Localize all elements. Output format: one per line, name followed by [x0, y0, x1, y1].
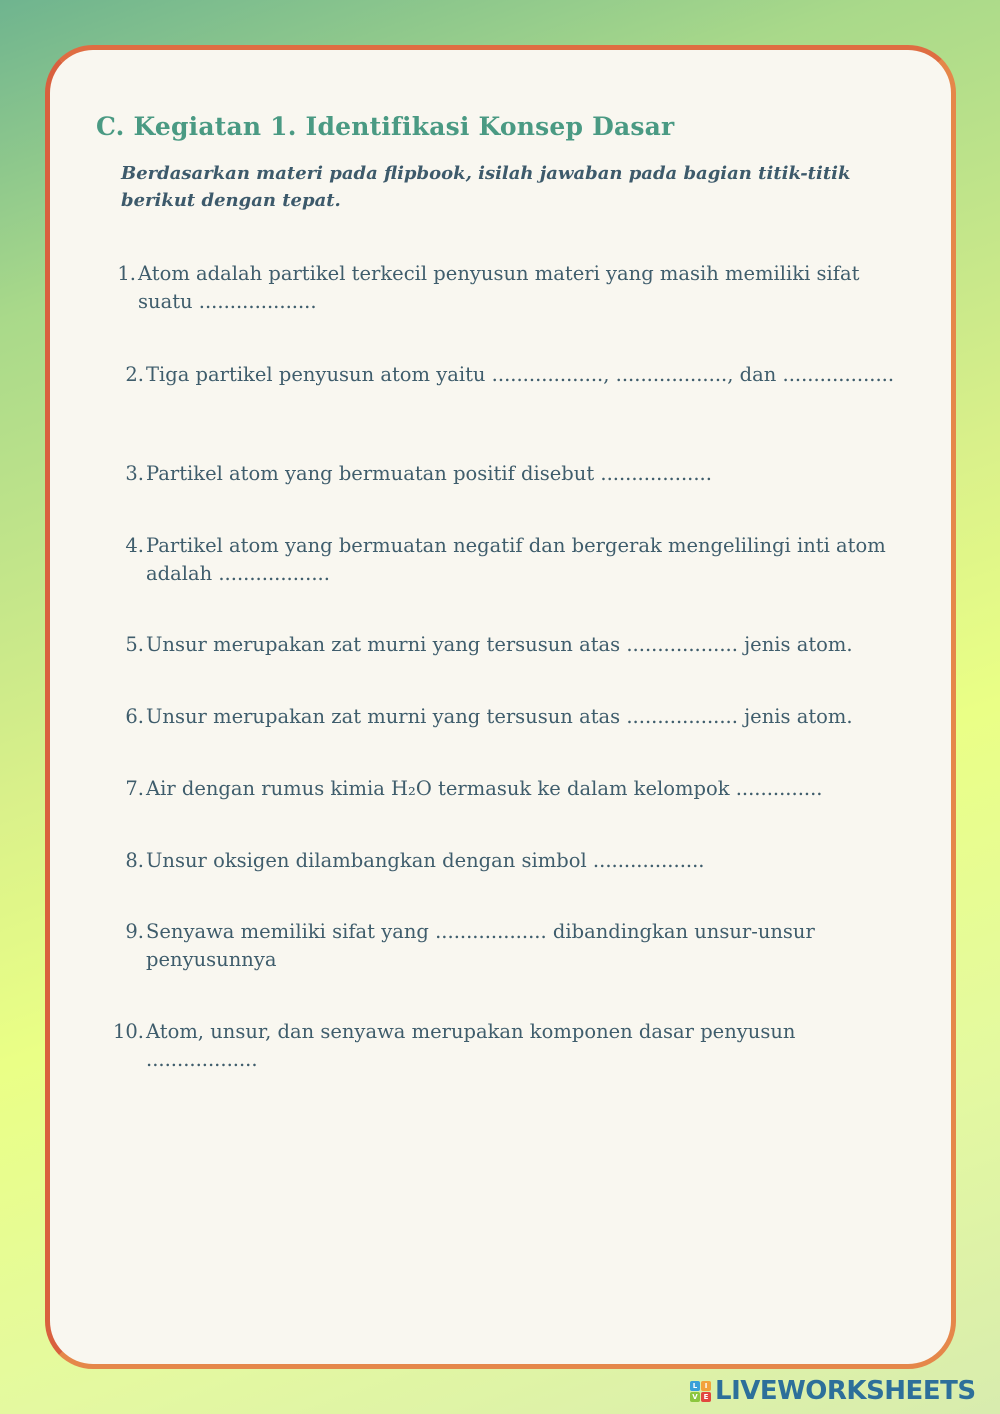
question-9: [100, 918, 900, 974]
question-10: [100, 1018, 900, 1074]
question-number: 8.: [125, 849, 144, 872]
question-2: [100, 361, 900, 389]
question-text: Air dengan rumus kimia H₂O termasuk ke dalam kelompok ..............: [146, 777, 823, 800]
question-text: Atom adalah partikel terkecil penyusun materi yang masih memiliki sifat suatu ...................: [138, 262, 860, 313]
logo-tile-e: E: [701, 1392, 711, 1402]
question-text: Unsur merupakan zat murni yang tersusun atas .................. jenis atom.: [146, 705, 853, 728]
question-text: Atom, unsur, dan senyawa merupakan komponen dasar penyusun ..................: [146, 1020, 796, 1071]
question-number: 7.: [125, 777, 144, 800]
question-number: 10.: [112, 1020, 144, 1043]
question-8: [100, 847, 900, 875]
question-number: 1.: [117, 262, 136, 285]
question-text: Partikel atom yang bermuatan negatif dan bergerak mengelilingi inti atom adalah ..................: [146, 534, 886, 585]
page-title: C. Kegiatan 1. Identifikasi Konsep Dasar: [96, 112, 675, 141]
question-number: 9.: [125, 920, 144, 943]
question-text: Unsur merupakan zat murni yang tersusun atas .................. jenis atom.: [146, 633, 853, 656]
question-text: Tiga partikel penyusun atom yaitu .................., .................., dan ..................: [146, 363, 895, 386]
question-text: Unsur oksigen dilambangkan dengan simbol ..................: [146, 849, 705, 872]
question-number: 4.: [125, 534, 144, 557]
question-5: [100, 631, 900, 659]
question-1: [100, 260, 900, 316]
logo-tile-i: I: [701, 1381, 711, 1391]
question-number: 6.: [125, 705, 144, 728]
question-4: [100, 532, 900, 588]
liveworksheets-logo: [690, 1376, 976, 1406]
logo-tile-l: L: [690, 1381, 700, 1391]
question-text: Partikel atom yang bermuatan positif disebut ..................: [146, 462, 712, 485]
liveworksheets-icon: [690, 1381, 711, 1402]
question-6: [100, 703, 900, 731]
question-number: 3.: [125, 462, 144, 485]
question-number: 2.: [125, 363, 144, 386]
question-text: Senyawa memiliki sifat yang .................. dibandingkan unsur-unsur penyusunnya: [146, 920, 815, 971]
question-number: 5.: [125, 633, 144, 656]
question-7: [100, 775, 900, 803]
liveworksheets-wordmark: LIVEWORKSHEETS: [715, 1376, 976, 1406]
instruction-text: Berdasarkan materi pada flipbook, isilah jawaban pada bagian titik-titik berikut dengan tepat.: [121, 163, 851, 211]
logo-tile-v: V: [690, 1392, 700, 1402]
question-3: [100, 460, 900, 488]
